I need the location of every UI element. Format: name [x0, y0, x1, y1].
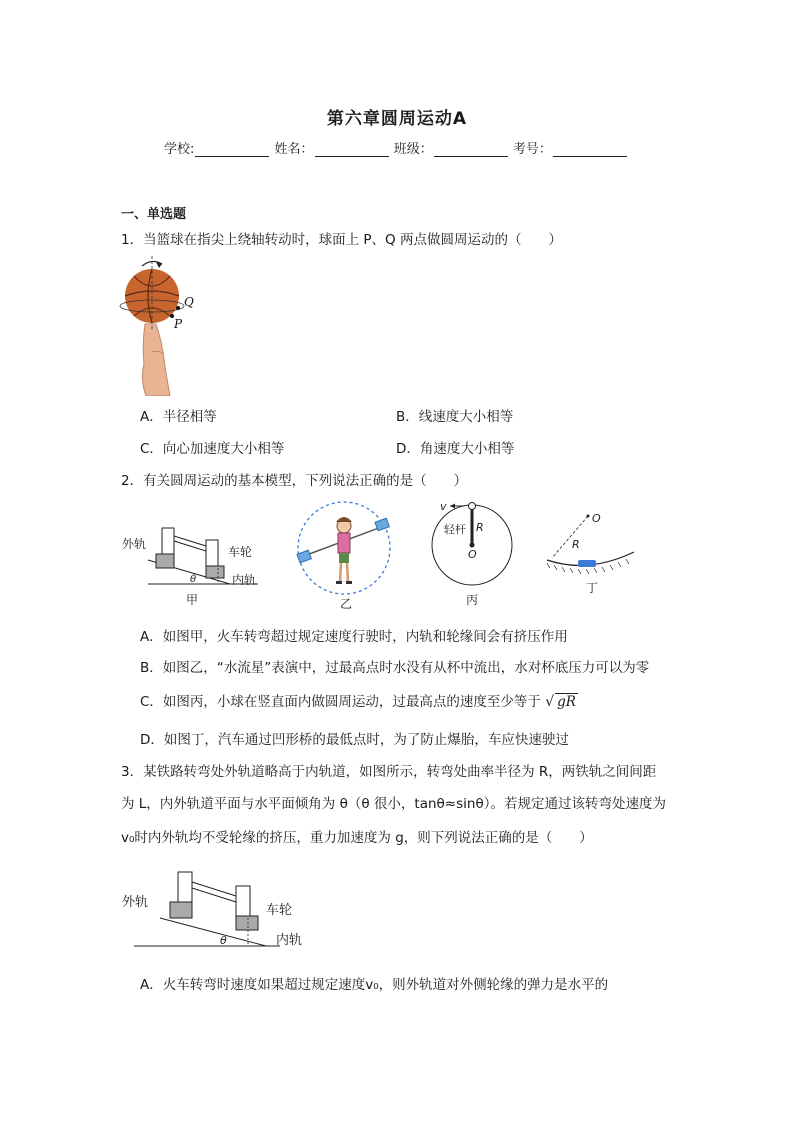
q3-option-a[interactable]: A．火车转弯时速度如果超过规定速度v₀，则外轨道对外侧轮缘的弹力是水平的: [140, 977, 609, 993]
q2-option-b[interactable]: B．如图乙，“水流星”表演中，过最高点时水没有从杯中流出，水对杯底压力可以为零: [140, 660, 650, 676]
bing-o: O: [468, 548, 477, 561]
page-title: 第六章圆周运动A: [326, 109, 468, 129]
figure-jia-railway: [118, 508, 268, 608]
school-blank[interactable]: [195, 143, 269, 157]
sqrt-expression: gR: [557, 694, 576, 710]
question-3-line-2: 为 L，内外轨道平面与水平面倾角为 θ（θ 很小，tanθ≈sinθ）。若规定通过该转弯处速度为: [121, 796, 666, 812]
class-blank[interactable]: [434, 143, 508, 157]
figure-q3-railway: [120, 852, 310, 956]
bing-caption: 丙: [466, 593, 479, 607]
question-1-text: 1．当篮球在指尖上绕轴转动时，球面上 P、Q 两点做圆周运动的（ ）: [121, 232, 562, 248]
q1-option-d[interactable]: D．角速度大小相等: [396, 441, 515, 457]
figure-bing-rod: [428, 498, 524, 610]
q2-option-c[interactable]: [140, 690, 578, 710]
label-p: P: [174, 317, 183, 331]
jia-outer-label: 外轨: [122, 537, 147, 551]
jia-inner-label: 内轨: [232, 573, 257, 587]
q1-option-a[interactable]: A．半径相等: [140, 409, 217, 425]
q1-option-c[interactable]: C．向心加速度大小相等: [140, 441, 285, 457]
bing-v: v: [440, 500, 447, 513]
number-blank[interactable]: [553, 143, 627, 157]
q2-option-c-text: C．如图丙，小球在竖直面内做圆周运动，过最高点的速度至少等于: [140, 694, 541, 710]
jia-theta: θ: [190, 574, 197, 585]
name-label: 姓名：: [274, 142, 314, 157]
q3-outer-label: 外轨: [122, 895, 149, 910]
q1-option-b[interactable]: B．线速度大小相等: [396, 409, 514, 425]
bing-r: R: [476, 521, 484, 534]
q2-option-d[interactable]: D．如图丁，汽车通过凹形桥的最低点时，为了防止爆胎，车应快速驶过: [140, 732, 569, 748]
jia-caption: 甲: [186, 593, 199, 607]
yi-caption: 乙: [340, 597, 353, 610]
number-label: 考号：: [512, 142, 552, 157]
student-info-line: [164, 138, 628, 157]
ding-r: R: [572, 538, 580, 551]
q3-inner-label: 内轨: [276, 933, 303, 948]
sqrt-sign: √: [545, 694, 555, 710]
class-label: 班级：: [393, 142, 433, 157]
basketball-figure: [112, 254, 202, 396]
ding-caption: 丁: [586, 581, 599, 595]
school-label: 学校:: [164, 142, 195, 157]
jia-wheel-label: 车轮: [228, 545, 253, 559]
q2-option-a[interactable]: A．如图甲，火车转弯超过规定速度行驶时，内轨和轮缘间会有挤压作用: [140, 629, 568, 645]
q3-wheel-label: 车轮: [266, 903, 293, 918]
question-3-line-3: v₀时内外轨均不受轮缘的挤压，重力加速度为 g，则下列说法正确的是（ ）: [121, 830, 593, 846]
section-heading: 一、单选题: [121, 207, 187, 222]
name-blank[interactable]: [315, 143, 389, 157]
question-2-text: 2．有关圆周运动的基本模型，下列说法正确的是（ ）: [121, 473, 468, 489]
figure-yi-water-meteor: [292, 498, 402, 610]
label-q: Q: [184, 295, 194, 309]
bing-rod: 轻杆: [444, 523, 466, 536]
ding-o: O: [592, 512, 601, 525]
q3-theta: θ: [220, 934, 227, 947]
figure-ding-bridge: [542, 504, 642, 600]
question-3-line-1: 3．某铁路转弯处外轨道略高于内轨道，如图所示，转弯处曲率半径为 R，两铁轨之间间距: [121, 764, 657, 780]
